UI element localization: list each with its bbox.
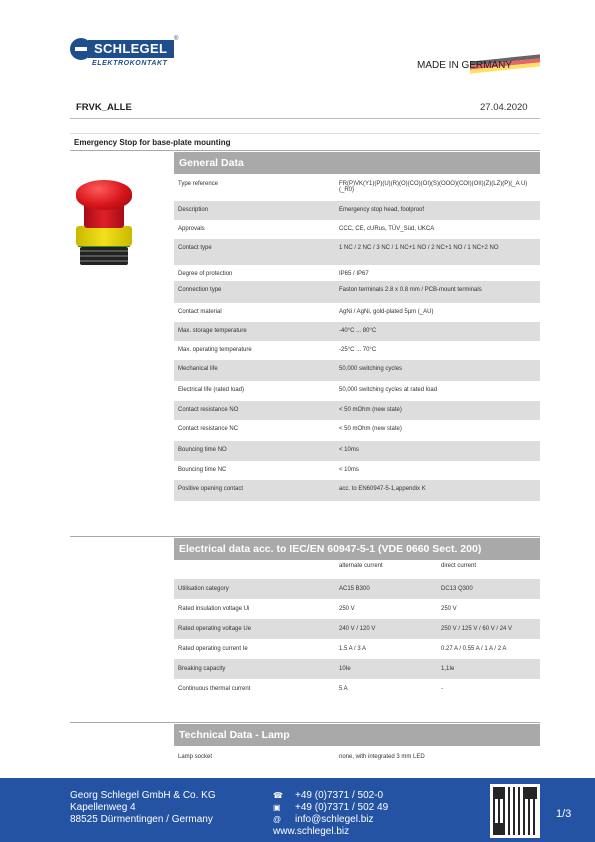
electrical-column-headers: [174, 563, 540, 577]
table-row: [174, 639, 540, 659]
fax-number[interactable]: +49 (0)7371 / 502 49: [295, 802, 389, 813]
row-label: Bouncing time NC: [178, 467, 227, 473]
row-label: Rated operating voltage Ue: [178, 626, 252, 632]
row-label: Max. storage temperature: [178, 328, 247, 334]
electrical-data-table: [174, 579, 540, 699]
table-row: [174, 381, 540, 401]
logo-registered-mark: ®: [174, 36, 179, 42]
electrical-section-rule: [70, 536, 540, 537]
row-value-dc: 250 V / 125 V / 60 V / 24 V: [441, 626, 513, 632]
made-in-label: MADE IN GERMANY: [417, 60, 513, 71]
product-image: [70, 180, 140, 275]
lamp-data-heading: Technical Data - Lamp: [174, 724, 540, 746]
subtitle-divider: [70, 133, 540, 134]
row-label: Type reference: [178, 181, 219, 187]
row-label: Breaking capacity: [178, 666, 226, 672]
general-section-rule: [70, 150, 540, 151]
row-value: -40°C ... 80°C: [339, 328, 377, 334]
header-divider: [70, 118, 540, 119]
row-label: Max. operating temperature: [178, 347, 252, 353]
row-value-dc: DC13 Q300: [441, 586, 473, 592]
footer-address: [70, 790, 216, 826]
at-icon: @: [273, 815, 282, 824]
row-label: Contact material: [178, 309, 222, 315]
column-header-ac: alternate current: [339, 563, 383, 569]
table-row: [174, 461, 540, 480]
table-row: [174, 341, 540, 360]
product-base: [80, 247, 128, 265]
row-label: Rated operating current Ie: [178, 646, 248, 652]
row-value: < 10ms: [339, 467, 359, 473]
row-value-dc: 0.27 A / 0.55 A / 1 A / 2 A: [441, 646, 507, 652]
table-row: [174, 201, 540, 220]
row-label: Contact resistance NC: [178, 426, 239, 432]
fax-icon: ▣: [273, 803, 281, 812]
row-value: 50,000 switching cycles: [339, 366, 403, 372]
row-value-ac: 1.5 A / 3 A: [339, 646, 367, 652]
phone-number[interactable]: +49 (0)7371 / 502-0: [295, 790, 384, 801]
table-row: [174, 401, 540, 420]
schlegel-logo: [70, 38, 180, 72]
table-row: [174, 441, 540, 461]
general-data-heading: General Data: [174, 152, 540, 174]
general-data-table: [174, 175, 540, 501]
table-row: [174, 659, 540, 679]
row-label: Contact type: [178, 245, 212, 251]
row-label: Approvals: [178, 226, 205, 232]
column-header-dc: direct current: [441, 563, 477, 569]
row-label: Bouncing time NO: [178, 447, 227, 453]
row-value: acc. to EN60947-5-1,appendix K: [339, 486, 426, 492]
row-value-dc: -: [441, 686, 443, 692]
table-row: [174, 303, 540, 322]
lamp-data-table: [174, 749, 540, 767]
table-row: [174, 322, 540, 341]
row-value-ac: 5 A: [339, 686, 348, 692]
electrical-data-heading: Electrical data acc. to IEC/EN 60947-5-1 (VDE 0660 Sect. 200): [174, 538, 540, 560]
document-date: 27.04.2020: [480, 102, 528, 113]
product-yellow-ring: [76, 226, 132, 246]
city: 88525 Dürmentingen / Germany: [70, 814, 213, 825]
row-label: Utilisation category: [178, 586, 229, 592]
table-row: [174, 619, 540, 639]
table-row: [174, 480, 540, 501]
row-value: Faston terminals 2.8 x 0.8 mm / PCB-mount terminals: [339, 287, 482, 293]
logo-subtitle: ELEKTROKONTAKT: [92, 60, 168, 67]
table-row: [174, 679, 540, 699]
row-label: Electrical life (rated load): [178, 387, 245, 393]
company-name: Georg Schlegel GmbH & Co. KG: [70, 790, 216, 801]
row-label: Lamp socket: [178, 754, 213, 760]
footer: [0, 778, 595, 842]
table-row: [174, 420, 540, 441]
row-label: Continuous thermal current: [178, 686, 251, 692]
row-value: AgNi / AgNi, gold-plated 5µm (_AU): [339, 309, 434, 315]
lamp-section-rule: [70, 722, 540, 723]
row-value: < 50 mOhm (new state): [339, 426, 402, 432]
row-label: Mechanical life: [178, 366, 218, 372]
table-row: [174, 239, 540, 265]
row-value: FR(P)VK(Y1)(P)(U)(R)(O)(CO)(OI)(S)(OOO)(COI)(OII)(Z)(LZ)(P)(_A U)(_R0): [339, 181, 528, 193]
table-row: [174, 599, 540, 619]
row-value: none, with integrated 3 mm LED: [339, 754, 425, 760]
table-row: [174, 360, 540, 381]
row-value-ac: 10Ie: [339, 666, 351, 672]
row-value-ac: 240 V / 120 V: [339, 626, 376, 632]
qr-code[interactable]: [490, 784, 540, 838]
footer-contact: [273, 790, 388, 838]
row-label: Contact resistance NO: [178, 407, 239, 413]
email-link[interactable]: info@schlegel.biz: [295, 814, 374, 825]
row-value: 1 NC / 2 NC / 3 NC / 1 NC+1 NO / 2 NC+1 NO / 1 NC+2 NO: [339, 245, 499, 251]
table-row: [174, 749, 540, 767]
table-row: [174, 281, 540, 303]
row-value-dc: 1,1Ie: [441, 666, 455, 672]
page-number: 1/3: [556, 808, 572, 820]
table-row: [174, 220, 540, 239]
row-label: Rated insulation voltage Ui: [178, 606, 250, 612]
row-value: 50,000 switching cycles at rated load: [339, 387, 438, 393]
row-value: < 10ms: [339, 447, 359, 453]
row-value-dc: 250 V: [441, 606, 457, 612]
row-value: -25°C ... 70°C: [339, 347, 377, 353]
row-value-ac: 250 V: [339, 606, 355, 612]
product-mushroom-cap: [76, 180, 132, 210]
row-value: < 50 mOhm (new state): [339, 407, 402, 413]
table-row: [174, 265, 540, 281]
table-row: [174, 175, 540, 201]
row-label: Degree of protection: [178, 271, 233, 277]
row-value: Emergency stop head, foolproof: [339, 207, 425, 213]
street: Kapellenweg 4: [70, 802, 136, 813]
phone-icon: ☎: [273, 791, 283, 800]
logo-text: SCHLEGEL: [88, 40, 174, 58]
row-value-ac: AC15 B300: [339, 586, 370, 592]
row-value: IP65 / IP67: [339, 271, 369, 277]
row-value: CCC, CE, cURus, TÜV_Süd, UKCA: [339, 226, 435, 232]
row-label: Positive opening contact: [178, 486, 244, 492]
row-label: Description: [178, 207, 209, 213]
website-link[interactable]: www.schlegel.biz: [273, 826, 350, 837]
page-subtitle: Emergency Stop for base-plate mounting: [74, 138, 231, 147]
product-code: FRVK_ALLE: [76, 102, 132, 113]
table-row: [174, 579, 540, 599]
row-label: Connection type: [178, 287, 222, 293]
